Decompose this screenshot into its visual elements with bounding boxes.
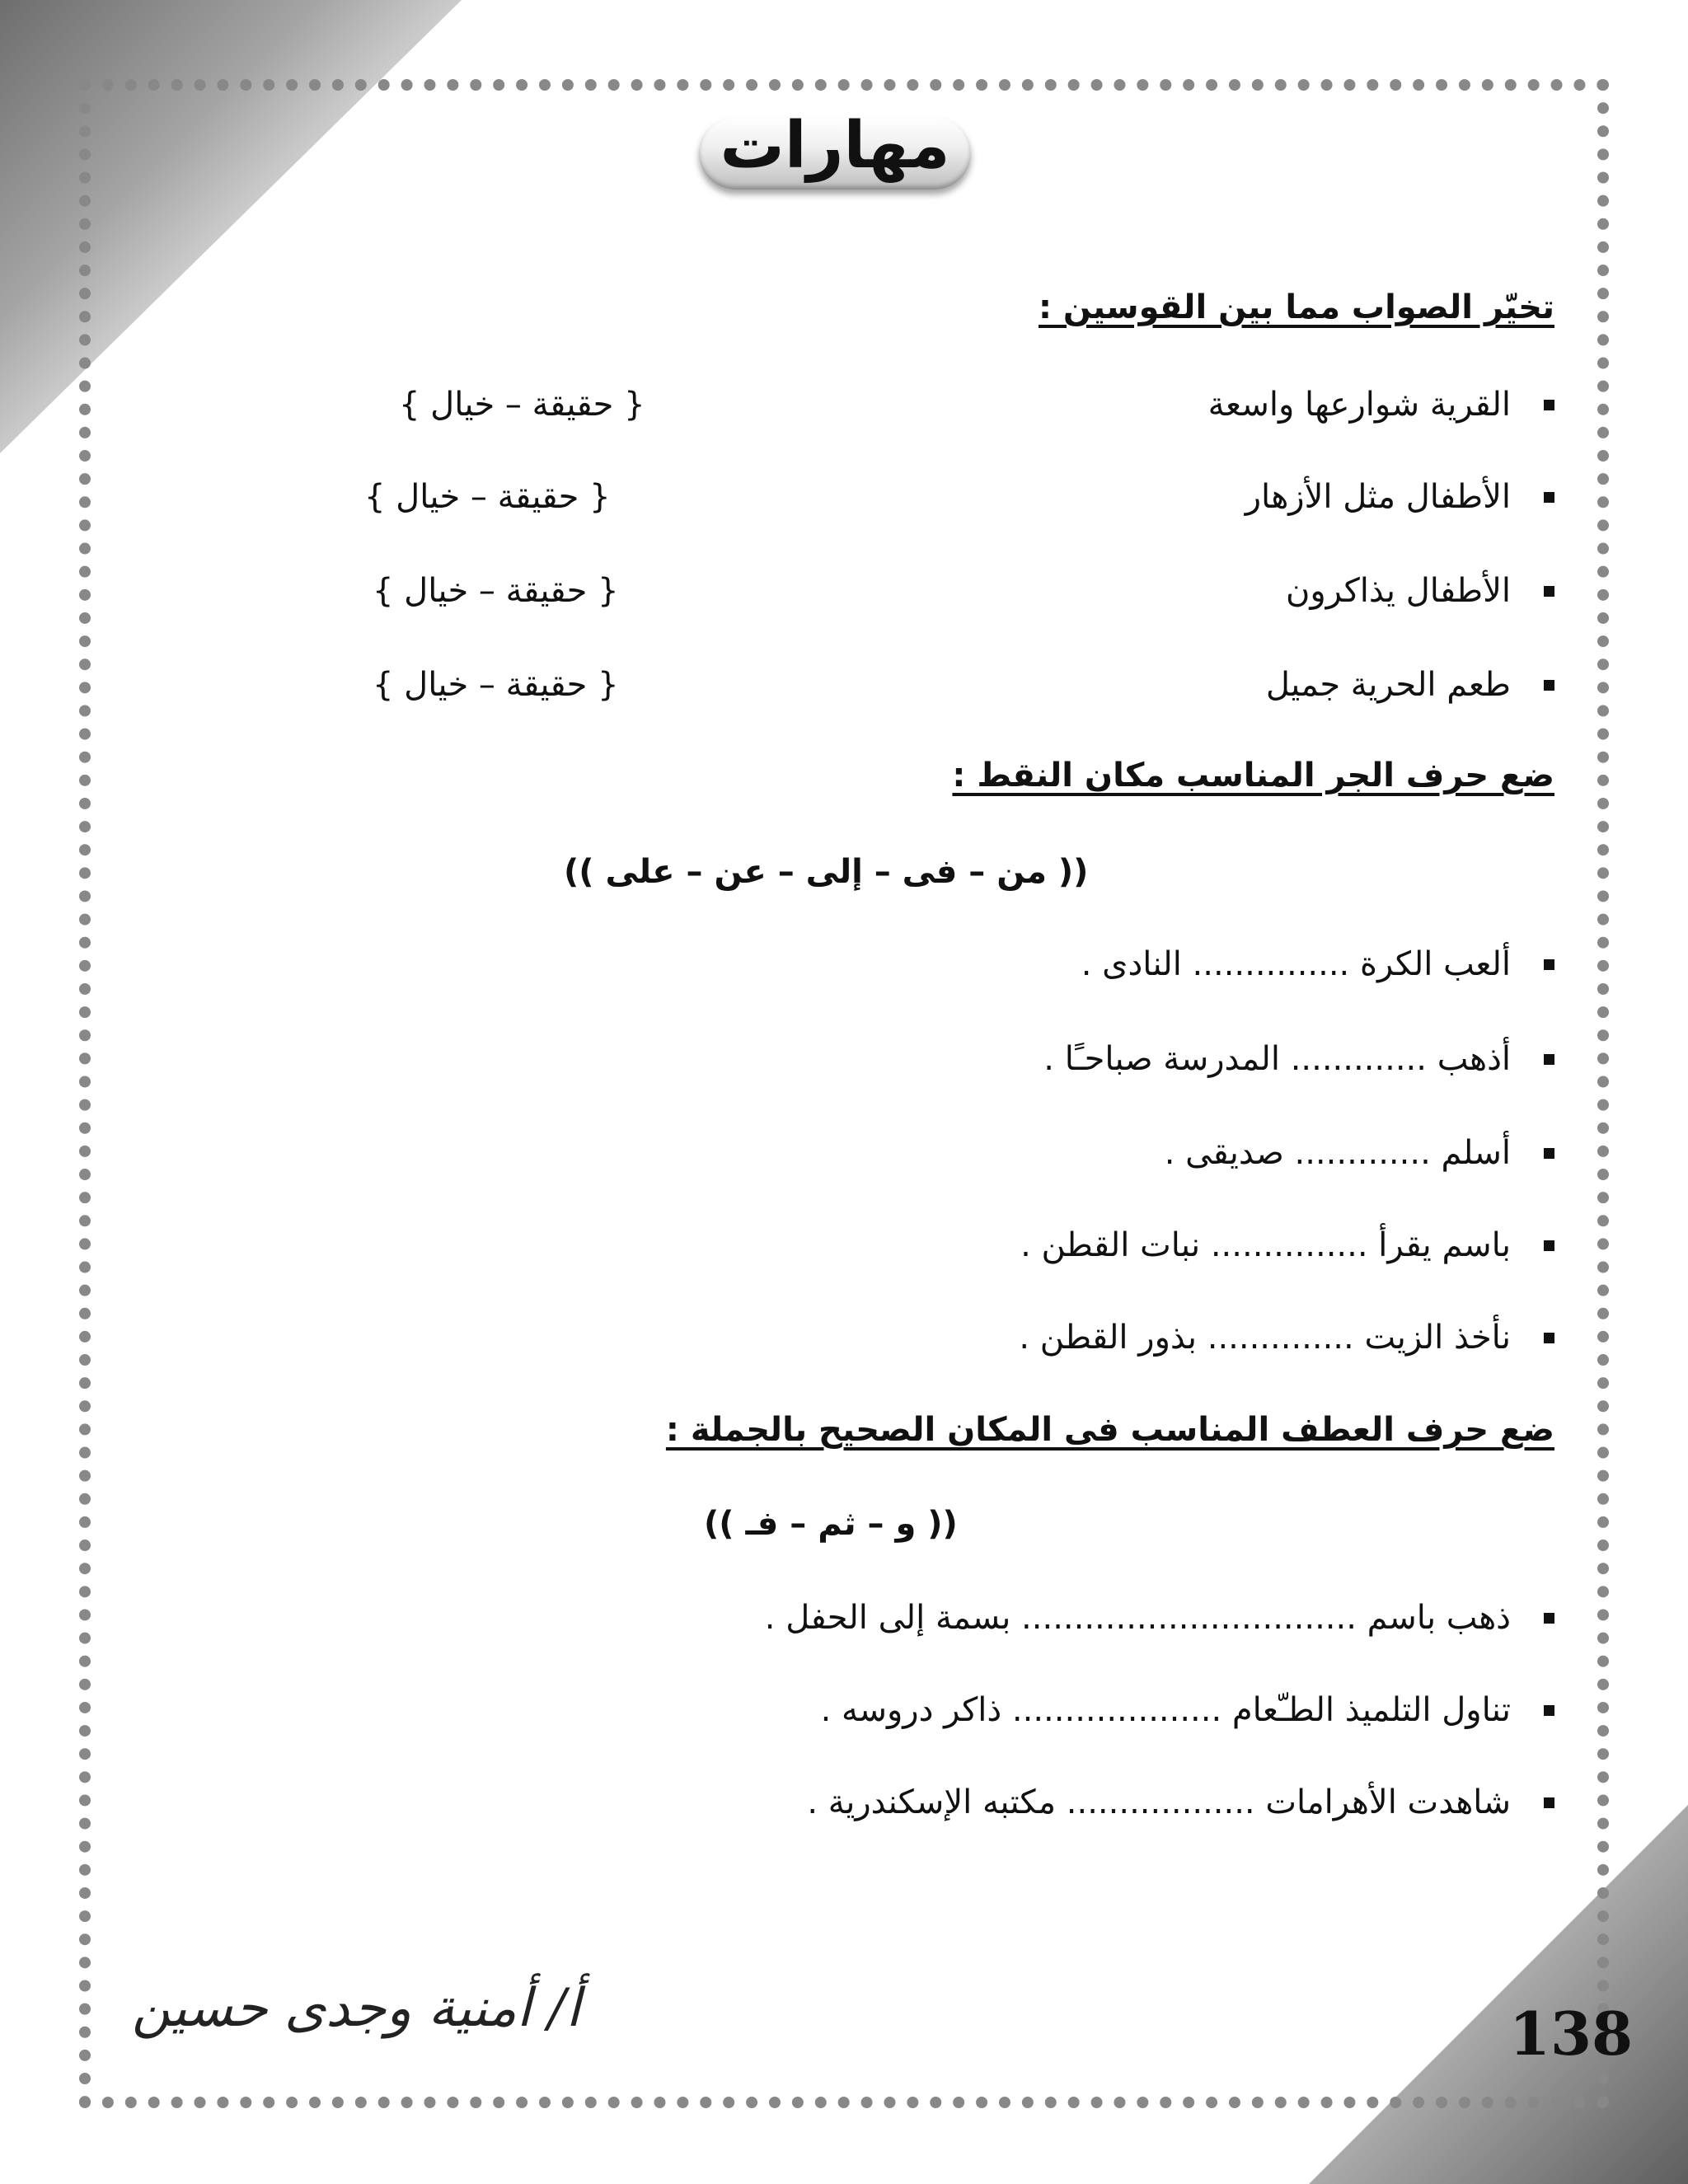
section1-item-text: طعم الحرية جميل (1265, 666, 1511, 704)
bullet-icon (1544, 680, 1554, 691)
section3-item-text: تناول التلميذ الطـّعام .................... ذاكر دروسه . (820, 1691, 1511, 1729)
section2-item-text: ألعب الكرة ............... النادى . (1081, 945, 1511, 983)
section3-options: (( و – ثم – فـ )) (704, 1505, 958, 1543)
section2-item (1043, 1040, 1554, 1078)
section2-item (1081, 945, 1554, 983)
section1-item-choices: { حقيقة – خيال } (373, 666, 619, 704)
bullet-icon (1544, 400, 1554, 410)
section1-item-choices: { حقيقة – خيال } (399, 386, 645, 424)
section1-item-text: القرية شوارعها واسعة (1207, 386, 1511, 424)
section3-item-text: ذهب باسم ................................ بسمة إلى الحفل . (764, 1599, 1511, 1637)
bullet-icon (1544, 1148, 1554, 1159)
bullet-icon (1544, 1054, 1554, 1065)
section1-item-text: الأطفال يذاكرون (1285, 572, 1511, 610)
section3-heading: ضع حرف العطف المناسب فى المكان الصحيح بالجملة : (665, 1411, 1554, 1449)
bullet-icon (1544, 1333, 1554, 1343)
section2-item (1020, 1226, 1554, 1264)
section2-item (1165, 1134, 1554, 1172)
section1-heading: تخيّر الصواب مما بين القوسين : (1038, 288, 1554, 326)
section3-item (821, 1691, 1554, 1729)
bullet-icon (1544, 1797, 1554, 1808)
author-signature: أ/ أمنية وجدى حسين (132, 1978, 581, 2039)
section1-item-choices: { حقيقة – خيال } (373, 572, 619, 610)
bullet-icon (1544, 1705, 1554, 1716)
section2-options: (( من – فى – إلى – عن – على )) (564, 853, 1089, 891)
page-title: مهارات (720, 109, 950, 183)
section2-item-text: نأخذ الزيت .............. بذور القطن . (1019, 1319, 1511, 1357)
section1-item (1266, 666, 1554, 704)
section2-item-text: أسلم ............. صديقى . (1164, 1134, 1511, 1172)
section1-item (1208, 386, 1554, 424)
section1-item-choices: { حقيقة – خيال } (364, 478, 611, 516)
section3-item-text: شاهدت الأهرامات .................. مكتبه الإسكندرية . (807, 1783, 1511, 1821)
section2-heading: ضع حرف الجر المناسب مكان النقط : (952, 757, 1554, 794)
section3-item (765, 1599, 1554, 1637)
section2-item-text: باسم يقرأ ............... نبات القطن . (1020, 1226, 1511, 1264)
section2-item-text: أذهب ............. المدرسة صباحـًا . (1043, 1040, 1511, 1078)
bullet-icon (1544, 586, 1554, 597)
bullet-icon (1544, 492, 1554, 503)
bullet-icon (1544, 959, 1554, 970)
section1-item (1245, 478, 1554, 516)
bullet-icon (1544, 1240, 1554, 1251)
section1-item-text: الأطفال مثل الأزهار (1245, 478, 1511, 516)
page-title-badge (699, 109, 971, 190)
section2-item (1019, 1319, 1554, 1357)
page-number: 138 (1508, 1999, 1634, 2069)
section3-item (807, 1783, 1554, 1821)
bullet-icon (1544, 1613, 1554, 1624)
section1-item (1286, 572, 1554, 610)
